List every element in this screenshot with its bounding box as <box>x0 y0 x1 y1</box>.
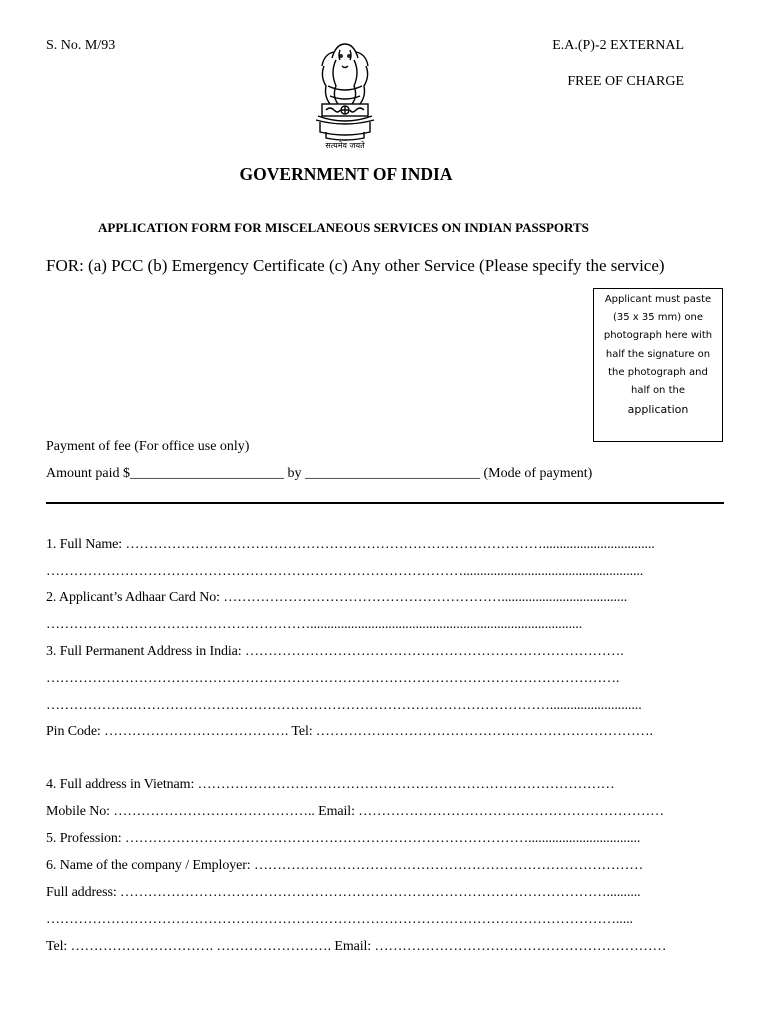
photo-instruction-line: half on the <box>631 385 685 397</box>
photo-instruction-line: the photograph and <box>608 366 708 378</box>
form-subtitle: APPLICATION FORM FOR MISCELANEOUS SERVICES ON INDIAN PASSPORTS <box>98 220 589 235</box>
permanent-address-field[interactable]: 3. Full Permanent Address in India: ………………………………………………………………………. <box>46 644 624 659</box>
vietnam-address-field[interactable]: 4. Full address in Vietnam: ……………………………………………………………………………… <box>46 777 615 792</box>
form-code: E.A.(P)-2 EXTERNAL <box>552 38 684 53</box>
photo-instruction-line: application <box>627 403 689 417</box>
pin-code-tel-field[interactable]: Pin Code: …………………………………. Tel: ………………………………………………………………. <box>46 724 653 739</box>
emblem-icon <box>304 36 386 154</box>
photo-instruction-line: Applicant must paste <box>604 294 712 305</box>
emblem-motto: सत्यमेव जयते <box>325 141 365 150</box>
section-divider <box>46 502 724 504</box>
employer-address-field-cont[interactable]: ……………………………………………………………………………………………………………..... <box>46 912 633 927</box>
adhaar-card-field-cont[interactable]: …………………………………………………................................................................................ <box>46 617 583 632</box>
full-name-field-cont[interactable]: ………………………………………………………………………………..................................................... <box>46 564 644 579</box>
payment-fee-label: Payment of fee (For office use only) <box>46 439 250 454</box>
mobile-email-field[interactable]: Mobile No: …………………………………….. Email: ………………………………………………………… <box>46 804 665 819</box>
photo-paste-box <box>593 288 723 442</box>
adhaar-card-field[interactable]: 2. Applicant’s Adhaar Card No: ……………………………………………………..................................... <box>46 590 628 605</box>
photo-instruction-line: half the signature on <box>605 348 711 360</box>
employer-name-field[interactable]: 6. Name of the company / Employer: ………………………………………………………………………… <box>46 858 644 873</box>
full-name-field[interactable]: 1. Full Name: ………………………………………………………………………………................................. <box>46 537 655 552</box>
fee-note: FREE OF CHARGE <box>567 74 684 89</box>
page-title: GOVERNMENT OF INDIA <box>239 164 453 184</box>
employer-tel-email-field[interactable]: Tel: …………………………. ……………………. Email: ……………………………………………………… <box>46 939 667 954</box>
amount-paid-field[interactable]: Amount paid $______________________ by _________________________ (Mode of payment) <box>46 466 593 481</box>
profession-field[interactable]: 5. Profession: ……………………………………………………………………………................................. <box>46 831 641 846</box>
employer-address-field[interactable]: Full address: …………………………………………………………………………………………….......... <box>46 885 641 900</box>
photo-instruction-line: photograph here with <box>603 330 713 342</box>
national-emblem <box>304 36 386 154</box>
permanent-address-line-3[interactable]: ……………….………………………………………………………………………………........................... <box>46 698 642 713</box>
serial-number: S. No. M/93 <box>46 38 116 53</box>
services-line: FOR: (a) PCC (b) Emergency Certificate (c) Any other Service (Please specify the service) <box>46 256 665 275</box>
permanent-address-line-2[interactable]: ……………………………………………………………………………………………………………. <box>46 671 620 686</box>
photo-instruction-line: (35 x 35 mm) one <box>613 312 703 324</box>
